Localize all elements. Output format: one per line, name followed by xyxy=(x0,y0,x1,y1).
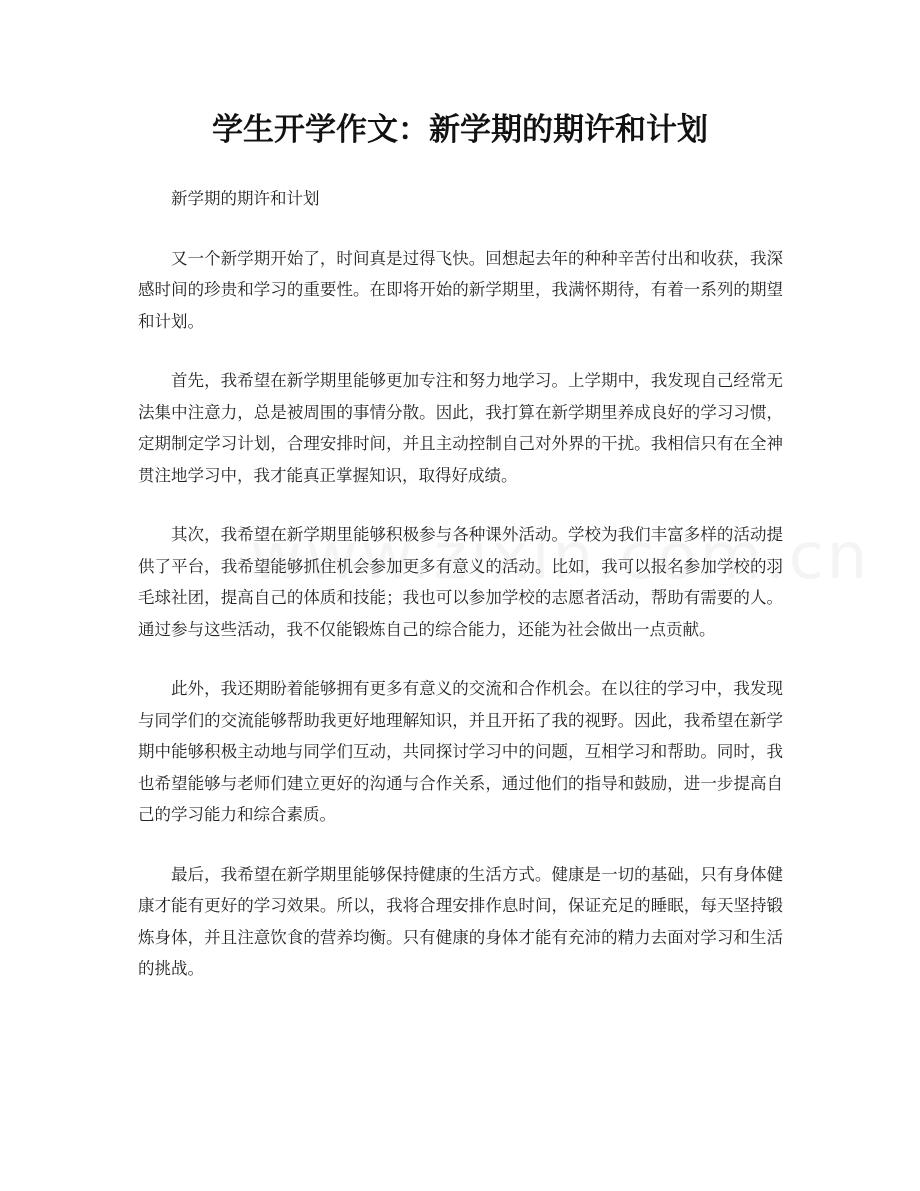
document-subtitle: 新学期的期许和计划 xyxy=(171,189,320,208)
page-title: 学生开学作文：新学期的期许和计划 xyxy=(212,112,708,148)
paragraph-activities: 其次，我希望在新学期里能够积极参与各种课外活动。学校为我们丰富多样的活动提供了平台，我希望能够抓住机会参加更多有意义的活动。比如，我可以报名参加学校的羽毛球社团，提高自己的体质和技能；我也可以参加学校的志愿者活动，帮助有需要的人。通过参与这些活动，我不仅能锻炼自己的综合能力，还能为社会做出一点贡献。 xyxy=(138,525,783,639)
paragraph-health: 最后，我希望在新学期里能够保持健康的生活方式。健康是一切的基础，只有身体健康才能有更好的学习效果。所以，我将合理安排作息时间，保证充足的睡眠，每天坚持锻炼身体，并且注意饮食的营养均衡。只有健康的身体才能有充沛的精力去面对学习和生活的挑战。 xyxy=(138,864,783,978)
paragraph-communication: 此外，我还期盼着能够拥有更多有意义的交流和合作机会。在以往的学习中，我发现与同学们的交流能够帮助我更好地理解知识，并且开拓了我的视野。因此，我希望在新学期中能够积极主动地与同学们互动，共同探讨学习中的问题，互相学习和帮助。同时，我也希望能够与老师们建立更好的沟通与合作关系，通过他们的指导和鼓励，进一步提高自己的学习能力和综合素质。 xyxy=(138,679,783,824)
paragraph-intro: 又一个新学期开始了，时间真是过得飞快。回想起去年的种种辛苦付出和收获，我深感时间的珍贵和学习的重要性。在即将开始的新学期里，我满怀期待，有着一系列的期望和计划。 xyxy=(138,248,783,331)
document-body xyxy=(138,183,783,1013)
paragraph-focus-study: 首先，我希望在新学期里能够更加专注和努力地学习。上学期中，我发现自己经常无法集中注意力，总是被周围的事情分散。因此，我打算在新学期里养成良好的学习习惯，定期制定学习计划，合理安排时间，并且主动控制自己对外界的干扰。我相信只有在全神贯注地学习中，我才能真正掌握知识，取得好成绩。 xyxy=(138,371,783,485)
